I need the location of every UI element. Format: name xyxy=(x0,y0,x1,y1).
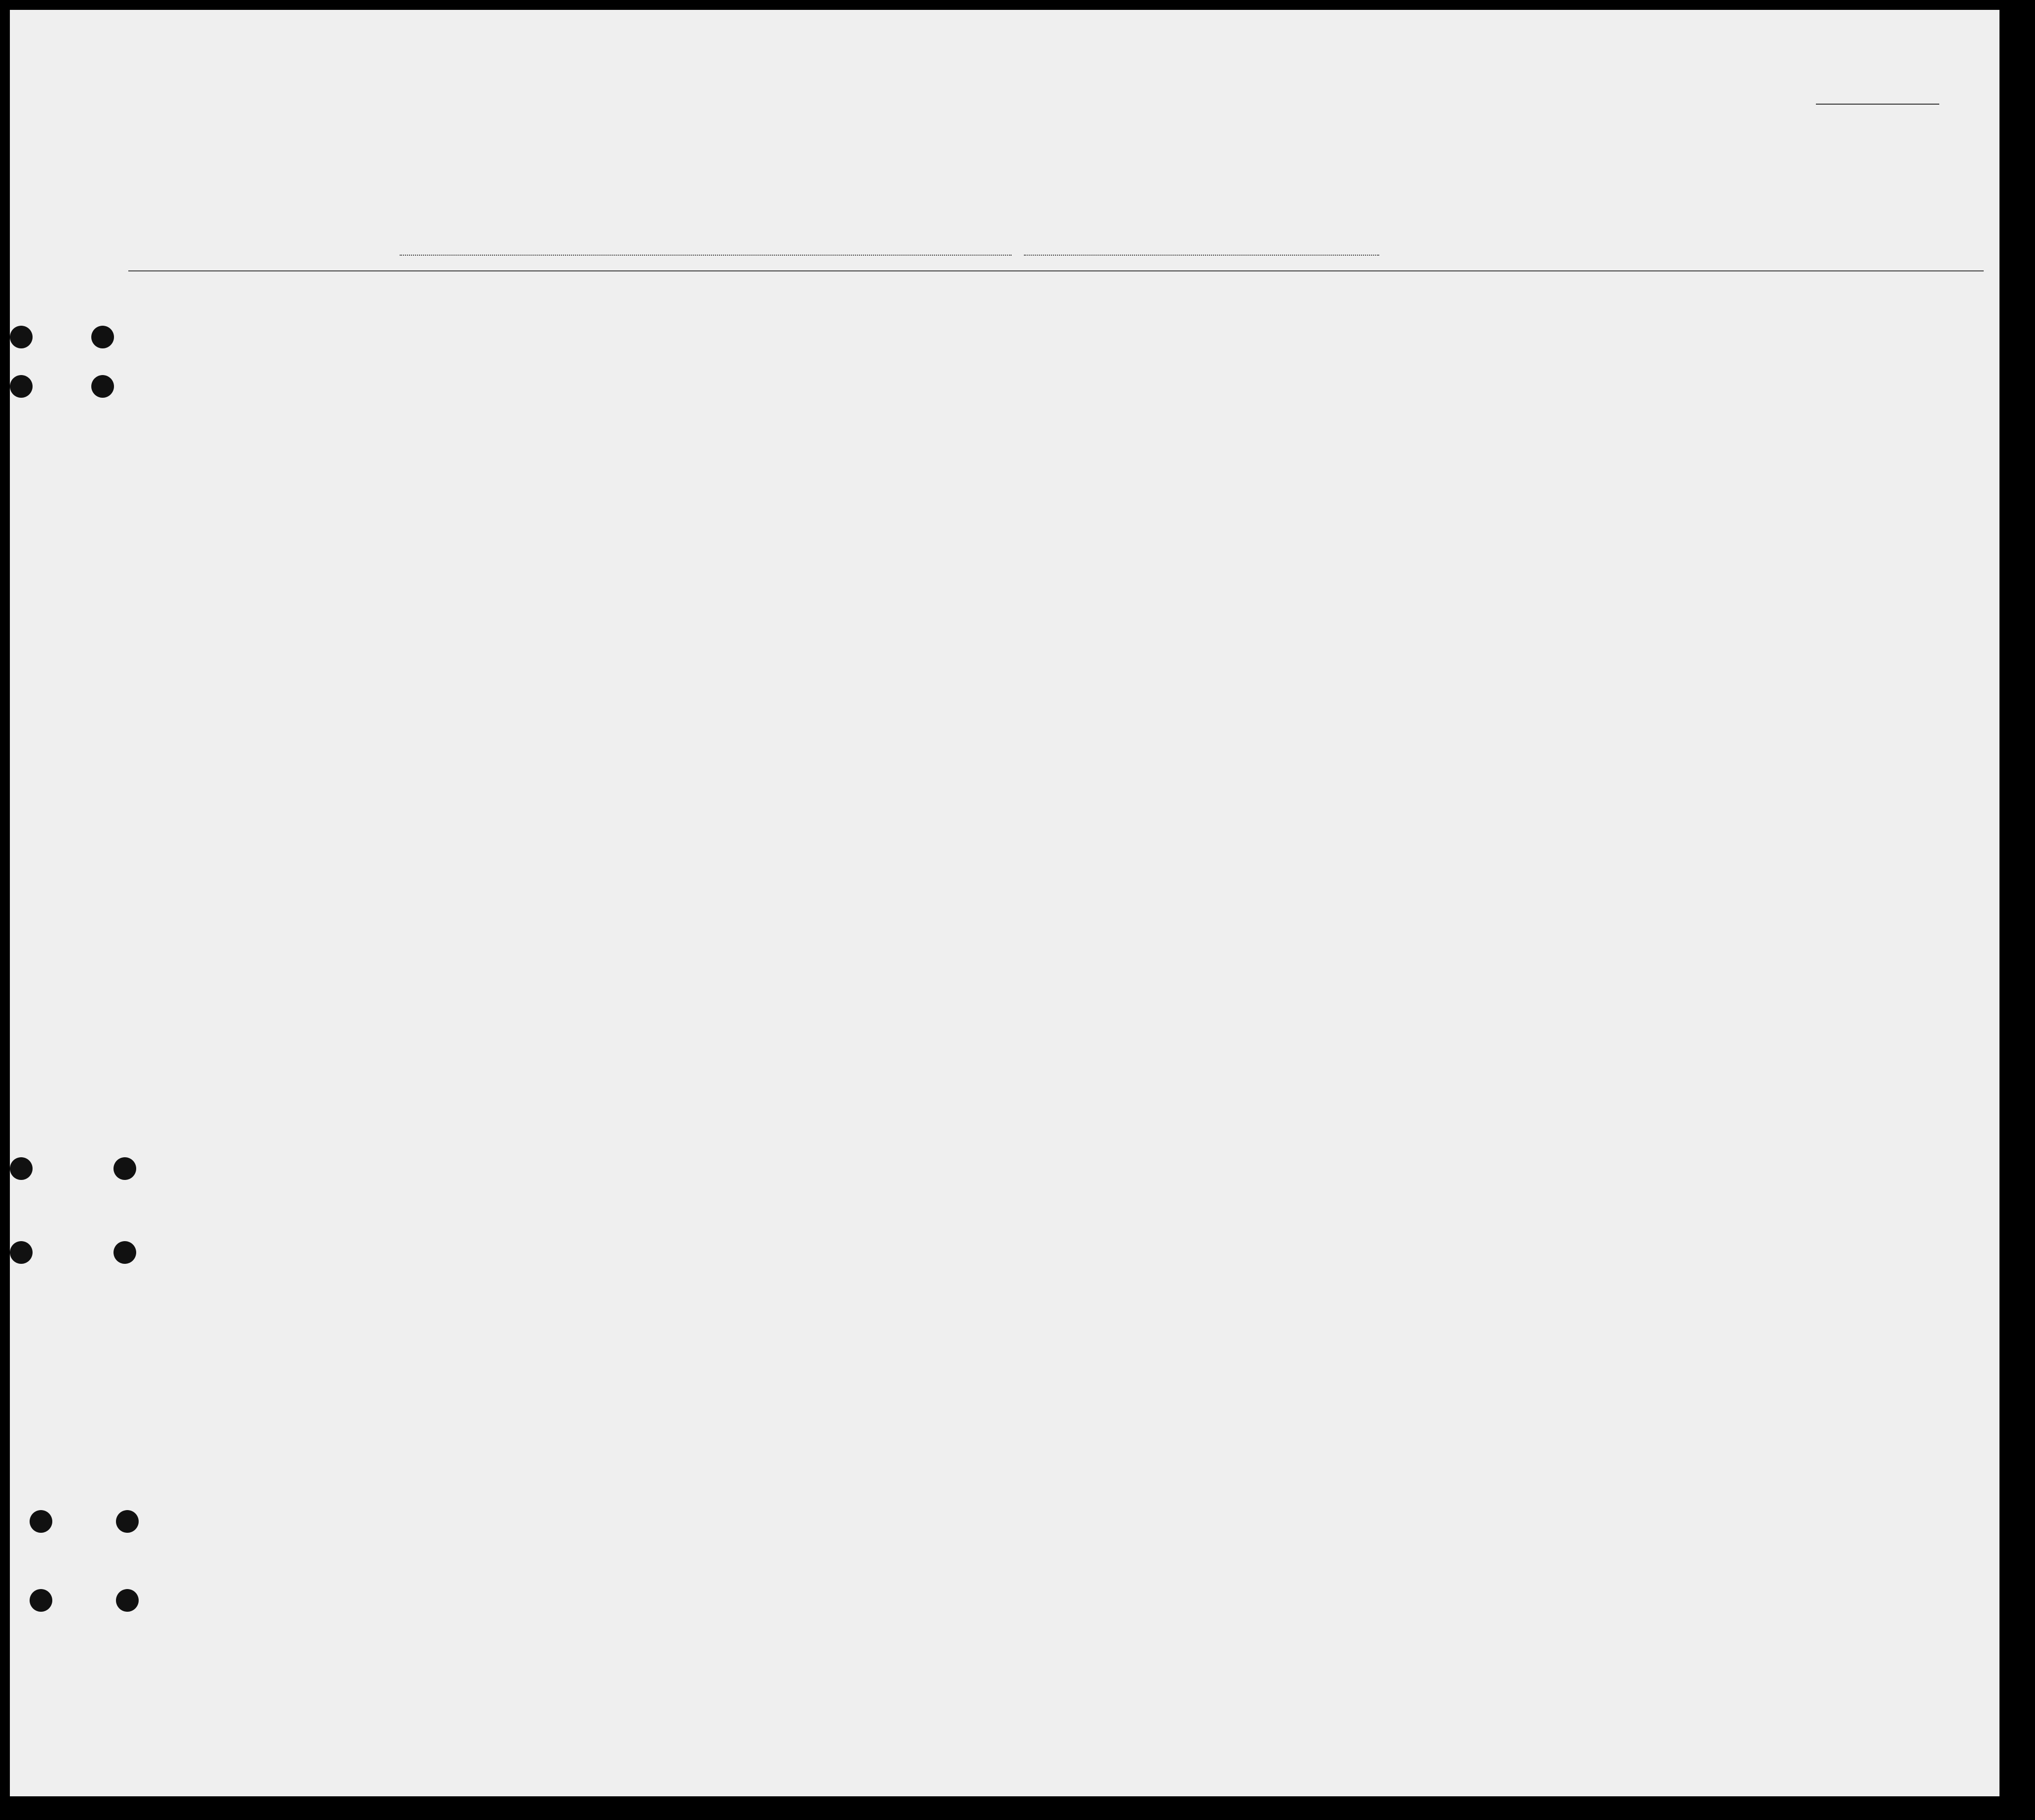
binder-hole xyxy=(113,1241,136,1264)
arriving-at-port xyxy=(141,227,1374,262)
manifest-grid xyxy=(136,276,1996,1631)
binder-hole xyxy=(30,1510,52,1533)
list-underline xyxy=(1816,104,1939,105)
binder-hole xyxy=(91,326,114,348)
binder-hole xyxy=(10,326,33,348)
binder-hole xyxy=(10,1241,33,1264)
top-rule xyxy=(128,270,1984,271)
port-line xyxy=(400,255,1012,256)
binder-hole xyxy=(30,1589,52,1612)
manifest-sheet xyxy=(10,10,1999,1796)
date-line xyxy=(1024,255,1379,256)
binder-hole xyxy=(10,375,33,398)
binder-hole xyxy=(113,1157,136,1180)
binder-hole xyxy=(10,1157,33,1180)
binder-hole xyxy=(91,375,114,398)
